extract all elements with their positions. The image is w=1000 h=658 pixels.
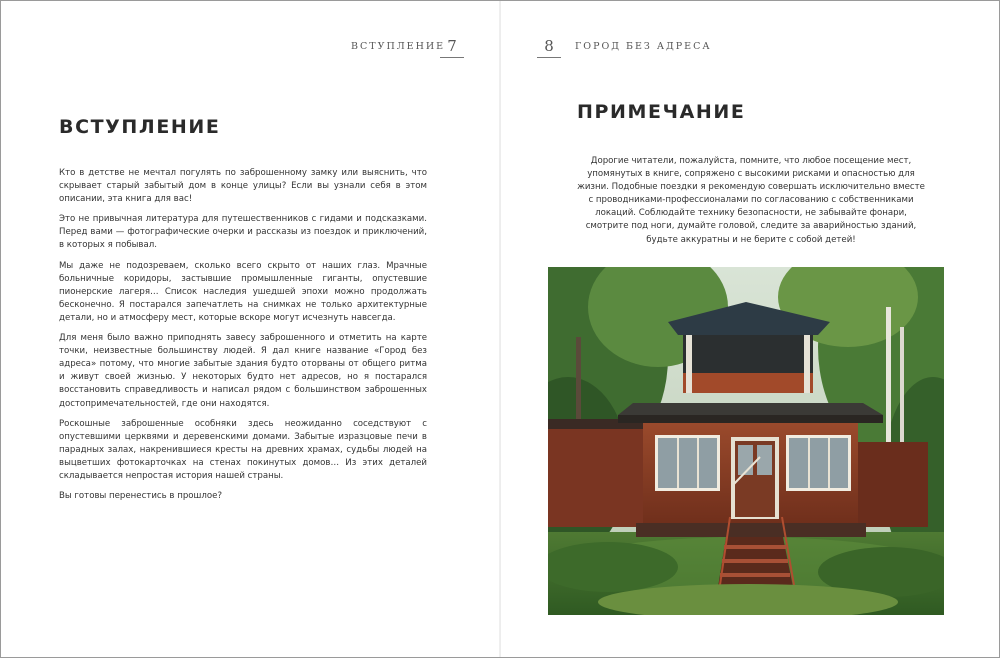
page-number-left: 7 [440,37,464,58]
running-head-left: ВСТУПЛЕНИЕ [351,41,446,52]
intro-text [59,167,427,510]
paragraph: Дорогие читатели, пожалуйста, помните, что любое посещение мест, упомянутых в книге, сопряжено с высокими рисками и опасностью для жизни. Подобные поездки я рекомендую совершать исключительно вместе с проводниками-профессионалами по согласованию с собственниками локаций. Соблюдайте технику безопасности, не забывайте фонари, смотрите под ноги, думайте головой, следите за аварийностью зданий, будьте аккуратны и не берите с собой детей! [577,156,925,245]
right-page [501,1,999,657]
chapter-title-note: ПРИМЕЧАНИЕ [577,101,746,123]
page-number-right: 8 [537,37,561,58]
abandoned-house-photo [548,267,944,615]
note-text [575,155,927,254]
chapter-title-intro: ВСТУПЛЕНИЕ [59,116,221,138]
running-head-right: ГОРОД БЕЗ АДРЕСА [575,41,712,52]
paragraph: Роскошные заброшенные особняки здесь неожиданно соседствуют с опустевшими церквями и деревенскими домами. Забытые изразцовые печи в парадных залах, накренившиеся кресты на древних храмах, судьбы людей на выцветших фотокарточках на стенах покинутых домов… Из этих деталей складывается непростая история нашей страны. [59,418,427,481]
paragraph: Это не привычная литература для путешественников с гидами и подсказками. Перед вами — фотографические очерки и рассказы из поездок и приключений, в которых я побывал. [59,214,427,251]
paragraph: Для меня было важно приподнять завесу заброшенного и отметить на карте точки, неизвестные большинству людей. Я дал книге название «Город без адреса» потому, что многие забытые здания будто оторваны от общего ритма и живут своей жизнью. У некоторых будто нет адресов, но я постарался восстановить справедливость и написал рядом с большинством заброшенных достопримечательностей, где они находятся. [59,333,427,409]
paragraph: Вы готовы перенестись в прошлое? [59,491,223,502]
paragraph: Кто в детстве не мечтал погулять по заброшенному замку или выяснить, что скрывает старый забытый дом в конце улицы? Если вы узнали себя в этом описании, эта книга для вас! [59,168,427,205]
paragraph: Мы даже не подозреваем, сколько всего скрыто от наших глаз. Мрачные больничные коридоры, застывшие промышленные гиганты, опустевшие пионерские лагеря… Список наследия ушедшей эпохи можно продолжать бесконечно. Я постарался запечатлеть на снимках не только архитектурные детали, но и атмосферу мест, которые вскоре могут исчезнуть навсегда. [59,260,427,323]
left-page [1,1,500,657]
